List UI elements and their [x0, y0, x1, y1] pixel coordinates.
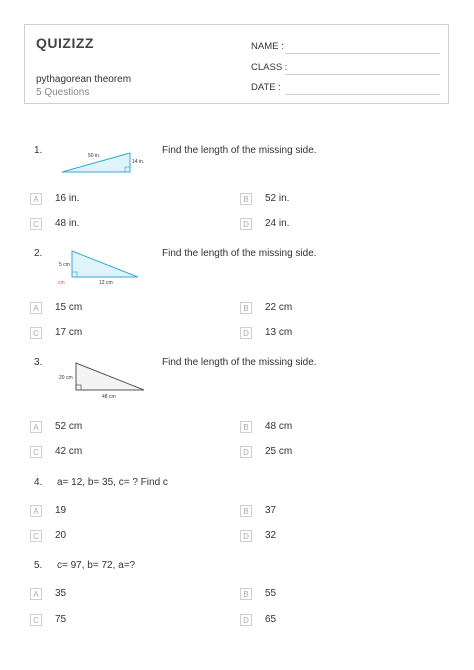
- class-field[interactable]: [251, 62, 287, 73]
- option-value: 19: [55, 505, 67, 516]
- q3-triangle: [76, 363, 144, 390]
- option-value: 24 in.: [265, 218, 290, 229]
- question-1-number: 1.: [34, 145, 43, 156]
- option-value: 35: [55, 588, 67, 599]
- question-2-figure: [56, 246, 156, 292]
- question-2-text: Find the length of the missing side.: [162, 248, 317, 259]
- q2-leg1-label: 5 cm: [59, 262, 70, 268]
- question-3-text: Find the length of the missing side.: [162, 357, 317, 368]
- option-letter: D: [240, 327, 252, 339]
- option-letter: A: [30, 588, 42, 600]
- q3-leg1-label: 20 cm: [59, 375, 73, 381]
- option-letter: C: [30, 530, 42, 542]
- option-letter: C: [30, 327, 42, 339]
- option-value: 17 cm: [55, 327, 83, 338]
- name-line: [285, 53, 440, 54]
- question-1-figure: [56, 140, 156, 182]
- option-value: 13 cm: [265, 327, 293, 338]
- option-value: 42 cm: [55, 446, 83, 457]
- option-value: 52 cm: [55, 421, 83, 432]
- worksheet-title: pythagorean theorem: [36, 74, 132, 85]
- option-value: 65: [265, 614, 277, 625]
- option-value: 32: [265, 530, 277, 541]
- option-value: 15 cm: [55, 302, 83, 313]
- name-field[interactable]: [251, 41, 284, 52]
- question-1-text: Find the length of the missing side.: [162, 145, 317, 156]
- option-value: 75: [55, 614, 67, 625]
- option-letter: A: [30, 421, 42, 433]
- question-3-figure: [56, 354, 156, 404]
- option-value: 48 cm: [265, 421, 293, 432]
- option-letter: C: [30, 446, 42, 458]
- class-line: [285, 74, 440, 75]
- question-5-number: 5.: [34, 560, 43, 571]
- class-label: CLASS :: [251, 62, 288, 73]
- q1-leg-label: 14 in.: [132, 159, 145, 165]
- question-5-text: c= 97, b= 72, a=?: [57, 560, 136, 571]
- q2-leg2-label: 12 cm: [99, 280, 113, 286]
- q2-hyp-label: cm: [58, 280, 65, 286]
- option-letter: B: [240, 193, 252, 205]
- option-value: 37: [265, 505, 277, 516]
- name-label: NAME :: [251, 41, 284, 52]
- option-letter: D: [240, 530, 252, 542]
- option-value: 55: [265, 588, 277, 599]
- option-value: 48 in.: [55, 218, 80, 229]
- option-value: 25 cm: [265, 446, 293, 457]
- worksheet-header: [24, 24, 449, 104]
- option-value: 22 cm: [265, 302, 293, 313]
- option-letter: B: [240, 302, 252, 314]
- option-letter: D: [240, 446, 252, 458]
- option-letter: A: [30, 505, 42, 517]
- option-letter: D: [240, 614, 252, 626]
- date-line: [285, 94, 440, 95]
- option-value: 16 in.: [55, 193, 80, 204]
- q3-leg2-label: 48 cm: [102, 394, 116, 400]
- q2-triangle: [72, 251, 138, 277]
- option-letter: B: [240, 505, 252, 517]
- question-2-number: 2.: [34, 248, 43, 259]
- option-letter: C: [30, 218, 42, 230]
- option-letter: C: [30, 614, 42, 626]
- option-value: 52 in.: [265, 193, 290, 204]
- option-letter: A: [30, 193, 42, 205]
- q1-hyp-label: 50 in.: [88, 153, 101, 159]
- option-letter: B: [240, 588, 252, 600]
- question-4-text: a= 12, b= 35, c= ? Find c: [57, 477, 168, 488]
- question-4-number: 4.: [34, 477, 43, 488]
- question-3-number: 3.: [34, 357, 43, 368]
- option-value: 20: [55, 530, 67, 541]
- quizizz-logo: QUIZIZZ: [36, 35, 94, 51]
- question-count: 5 Questions: [36, 87, 90, 98]
- option-letter: D: [240, 218, 252, 230]
- option-letter: A: [30, 302, 42, 314]
- date-label: DATE :: [251, 82, 281, 93]
- option-letter: B: [240, 421, 252, 433]
- date-field[interactable]: [251, 82, 281, 93]
